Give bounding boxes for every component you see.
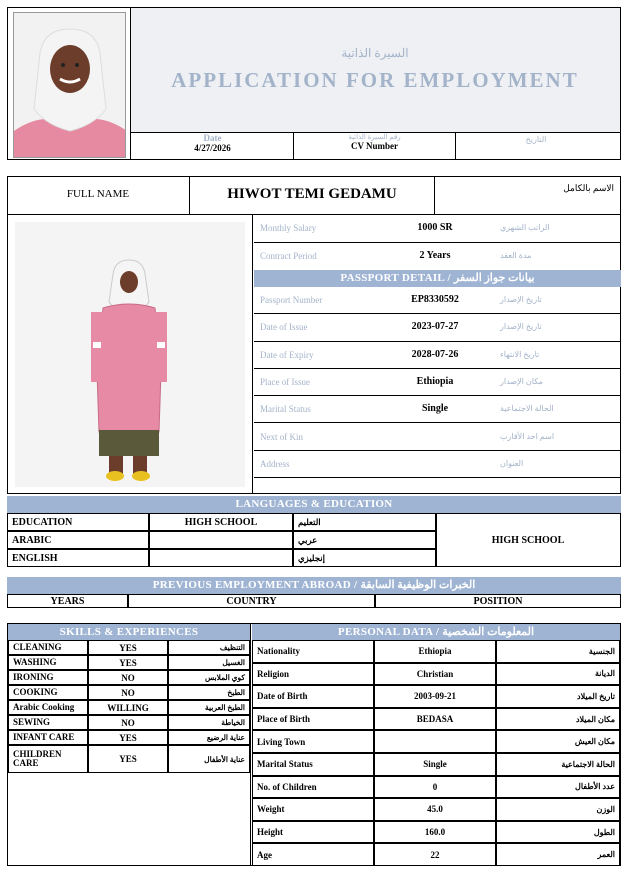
passport-label: Date of Expiry	[260, 349, 314, 360]
header-block	[7, 7, 621, 160]
name-divider-2	[434, 176, 435, 215]
skill-value: YES	[88, 655, 168, 670]
personal-label-arabic: الطول	[496, 821, 620, 844]
passport-label-arabic: الحالة الاجتماعية	[500, 404, 554, 414]
personal-value: 22	[374, 843, 496, 866]
detail-label-arabic: مدة العقد	[500, 251, 532, 260]
skill-label-arabic: الطبخ العربية	[168, 700, 250, 715]
cv-label-english: CV Number	[350, 141, 399, 151]
detail-value: 1000 SR	[417, 222, 453, 233]
previous-col-position: POSITION	[375, 594, 621, 608]
personal-label: No. of Children	[252, 776, 374, 799]
date-value: 4/27/2026	[194, 143, 231, 153]
passport-label: Passport Number	[260, 295, 323, 305]
personal-label: Place of Birth	[252, 708, 374, 731]
passport-value: Single	[421, 403, 449, 415]
date-label-arabic: التاريخ	[525, 135, 547, 144]
passport-label: Address	[260, 458, 290, 469]
personal-label-arabic: الجنسية	[496, 640, 620, 663]
personal-label-arabic: الديانة	[496, 663, 620, 686]
personal-value: Christian	[374, 663, 496, 686]
languages-title: LANGUAGES & EDUCATION	[7, 496, 621, 513]
language-label: EDUCATION	[7, 513, 149, 531]
personal-value: Single	[374, 753, 496, 776]
detail-value: 2 Years	[419, 250, 451, 261]
language-label-arabic: عربي	[293, 531, 437, 549]
personal-label: Marital Status	[252, 753, 374, 776]
skill-value: NO	[88, 715, 168, 730]
passport-label-arabic: اسم احد الأقارب	[500, 431, 555, 441]
personal-value: Ethiopia	[374, 640, 496, 663]
personal-label-arabic: الوزن	[496, 798, 620, 821]
skill-label-arabic: الطبخ	[168, 685, 250, 700]
language-label-arabic: التعليم	[293, 513, 437, 531]
personal-label: Nationality	[252, 640, 374, 663]
portrait-photo	[13, 12, 126, 158]
skill-label-arabic: عناية الأطفال	[168, 745, 250, 773]
title-arabic: السيرة الذاتية	[341, 46, 409, 60]
passport-label-arabic: العنوان	[500, 458, 524, 468]
personal-label: Height	[252, 821, 374, 844]
language-label: ENGLISH	[7, 549, 149, 567]
full-name-value: HIWOT TEMI GEDAMU	[227, 186, 397, 202]
skill-value: YES	[88, 745, 168, 773]
skill-value: WILLING	[88, 700, 168, 715]
date-cell	[132, 133, 293, 159]
full-body-illustration	[15, 222, 245, 487]
passport-value: Ethiopia	[416, 375, 454, 387]
personal-value	[374, 730, 496, 753]
skills-title: SKILLS & EXPERIENCES	[8, 624, 250, 640]
skill-label: CHILDREN CARE	[8, 745, 88, 773]
skill-label: Arabic Cooking	[8, 700, 88, 715]
photo-divider	[252, 215, 253, 494]
personal-value: 0	[374, 776, 496, 799]
passport-label: Next of Kin	[260, 431, 303, 442]
date-label: Date	[203, 133, 222, 143]
personal-label-arabic: مكان الميلاد	[496, 708, 620, 731]
language-label-arabic: إنجليزي	[293, 549, 437, 567]
skill-label: WASHING	[8, 655, 88, 670]
skills-personal-divider	[250, 623, 251, 866]
passport-label: Date of Issue	[260, 322, 308, 333]
language-label: ARABIC	[7, 531, 149, 549]
passport-label: Marital Status	[260, 404, 311, 415]
skill-label-arabic: الغسيل	[168, 655, 250, 670]
passport-label-arabic: تاريخ الإصدار	[500, 322, 542, 332]
personal-label-arabic: مكان العيش	[496, 730, 620, 753]
passport-label: Place of Issue	[260, 376, 310, 387]
passport-title: PASSPORT DETAIL / بيانات جواز السفر	[254, 270, 621, 287]
skill-value: YES	[88, 730, 168, 745]
skill-label: COOKING	[8, 685, 88, 700]
personal-value: 45.0	[374, 798, 496, 821]
personal-label-arabic: الحالة الاجتماعية	[496, 753, 620, 776]
skill-label: IRONING	[8, 670, 88, 685]
passport-value: 2023-07-27	[411, 321, 459, 333]
passport-value: 2028-07-26	[411, 348, 459, 360]
personal-value: BEDASA	[374, 708, 496, 731]
passport-label-arabic: مكان الإصدار	[500, 376, 543, 386]
skill-label: INFANT CARE	[8, 730, 88, 745]
full-name-label: FULL NAME	[66, 188, 130, 200]
language-value: HIGH SCHOOL	[149, 513, 293, 531]
previous-col-country: COUNTRY	[128, 594, 375, 608]
cv-number-cell	[293, 133, 456, 159]
personal-value: 2003-09-21	[374, 685, 496, 708]
detail-label: Contract Period	[260, 251, 317, 261]
skill-label-arabic: كوي الملابس	[168, 670, 250, 685]
skill-label-arabic: التنظيف	[168, 640, 250, 655]
language-value	[149, 531, 293, 549]
skill-value: NO	[88, 685, 168, 700]
full-name-arabic: الاسم بالكامل	[563, 183, 614, 193]
language-value	[149, 549, 293, 567]
detail-label: Monthly Salary	[260, 223, 317, 233]
skill-label: CLEANING	[8, 640, 88, 655]
full-body-photo	[15, 222, 245, 487]
skill-label-arabic: عناية الرضيع	[168, 730, 250, 745]
skill-label-arabic: الخياطة	[168, 715, 250, 730]
passport-value: EP8330592	[411, 294, 459, 305]
detail-label-arabic: الراتب الشهري	[500, 223, 550, 232]
personal-label-arabic: العمر	[496, 843, 620, 866]
skill-label: SEWING	[8, 715, 88, 730]
cv-label-arabic: رقم السيرة الذاتية	[348, 133, 401, 141]
skill-value: YES	[88, 640, 168, 655]
personal-label-arabic: تاريخ الميلاد	[496, 685, 620, 708]
personal-label: Date of Birth	[252, 685, 374, 708]
previous-col-years: YEARS	[7, 594, 128, 608]
languages-side-value: HIGH SCHOOL	[435, 513, 621, 567]
portrait-illustration	[14, 13, 126, 158]
personal-title: PERSONAL DATA / المعلومات الشخصية	[252, 624, 620, 640]
personal-label: Religion	[252, 663, 374, 686]
passport-label-arabic: تاريخ الإصدار	[500, 295, 542, 304]
skill-value: NO	[88, 670, 168, 685]
previous-title: PREVIOUS EMPLOYMENT ABROAD / الخبرات الوظيفية السابقة	[7, 577, 621, 594]
personal-value: 160.0	[374, 821, 496, 844]
personal-label-arabic: عدد الأطفال	[496, 776, 620, 799]
passport-label-arabic: تاريخ الانتهاء	[500, 349, 540, 359]
title-english: APPLICATION FOR EMPLOYMENT	[171, 68, 579, 92]
personal-label: Weight	[252, 798, 374, 821]
personal-label: Living Town	[252, 730, 374, 753]
personal-label: Age	[252, 843, 374, 866]
